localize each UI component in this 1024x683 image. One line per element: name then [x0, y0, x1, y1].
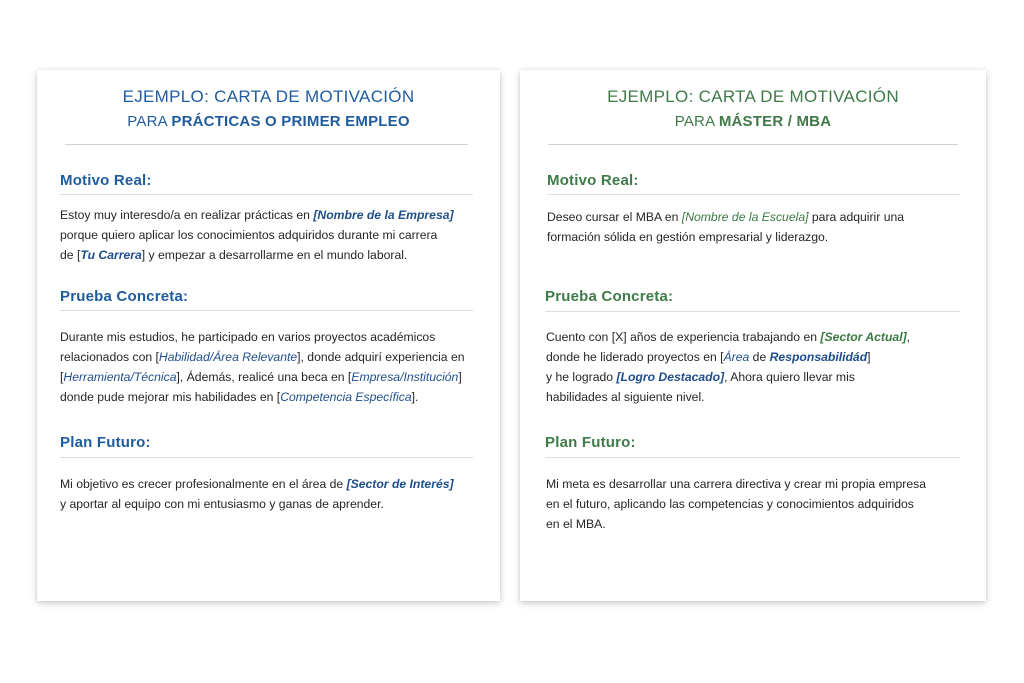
section-title-plan: Plan Futuro: [545, 434, 636, 451]
section-divider [60, 310, 473, 311]
title-divider [548, 144, 958, 145]
section-divider [60, 457, 473, 458]
section-divider [547, 194, 960, 195]
section-title-plan: Plan Futuro: [60, 434, 151, 451]
section-body-prueba: Durante mis estudios, he participado en varios proyectos académicos relacionados con [Habilidad/Área Relevante], donde adquirí experiencia en [Herramienta/Técnica], Ádemás, realicé una beca en [Empresa/Institución] donde pude mejorar mis habilidades en [Competencia Específica]. [60, 330, 465, 404]
section-title-prueba: Prueba Concreta: [545, 288, 674, 305]
title-divider [65, 144, 468, 145]
letter-card-internship [37, 70, 500, 601]
section-divider [545, 311, 960, 312]
section-title-prueba: Prueba Concreta: [60, 288, 189, 305]
section-title-motivo: Motivo Real: [60, 172, 152, 189]
section-title-motivo: Motivo Real: [547, 172, 639, 189]
card-title: EJEMPLO: CARTA DE MOTIVACIÓN [607, 87, 899, 106]
letter-card-mba [520, 70, 986, 601]
section-divider [545, 457, 960, 458]
section-body-plan: Mi objetivo es crecer profesionalmente en el área de [Sector de Interés] y aportar al equipo con mi entusiasmo y ganas de aprender. [60, 477, 454, 511]
card-subtitle: PARA PRÁCTICAS O PRIMER EMPLEO [127, 113, 410, 130]
card-subtitle: PARA MÁSTER / MBA [674, 113, 832, 130]
section-body-motivo: Estoy muy interesdo/a en realizar prácticas en [Nombre de la Empresa] porque quiero aplicar los conocimientos adquiridos durante mi carrera de [Tu Carrera] y empezar a desarrollarme en el mundo laboral. [60, 208, 454, 262]
section-body-prueba: Cuento con [X] años de experiencia trabajando en [Sector Actual], donde he liderado proyectos en [Área de Responsabilidád] y he logrado [Logro Destacado], Ahora quiero llevar mis habilidades al siguiente nivel. [546, 330, 911, 404]
section-body-plan: Mi meta es desarrollar una carrera directiva y crear mi propia empresa en el futuro, aplicando las competencias y conocimientos adquiridos en el MBA. [546, 477, 926, 531]
card-title: EJEMPLO: CARTA DE MOTIVACIÓN [122, 87, 415, 106]
section-body-motivo: Deseo cursar el MBA en [Nombre de la Escuela] para adquirir una formación sólida en gestión empresarial y liderazgo. [547, 210, 905, 244]
section-divider [60, 194, 473, 195]
